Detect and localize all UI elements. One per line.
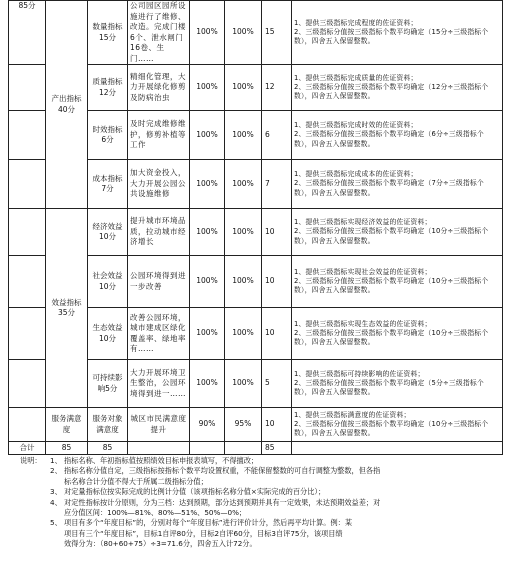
- empty-cell: [292, 442, 503, 455]
- annual-target-cost: 100%: [190, 160, 225, 209]
- metric-cost: 成本指标 7分: [88, 160, 128, 209]
- empty-cell: [9, 160, 46, 209]
- score-time: 6: [262, 111, 292, 160]
- note-number: 5、: [50, 518, 62, 528]
- empty-cell: [9, 111, 46, 160]
- group-service: 服务满意度: [46, 408, 88, 442]
- metric-sustainable: 可持续影响5分: [88, 360, 128, 408]
- note-line: 效得分为：（80+60+75）÷3=71.6分，四舍五入计72分。: [64, 539, 257, 549]
- annual-target-quantity: 100%: [190, 1, 225, 65]
- rule-quality: 1、提供三级指标完成质量的佐证资料； 2、三级指标分值按三级指标个数平均确定（12分÷三级指标个数），四舍五入保留整数。: [292, 65, 503, 111]
- score-satisfaction: 10: [262, 408, 292, 442]
- note-number: 2、: [50, 466, 62, 476]
- empty-cell: [9, 308, 46, 360]
- note-item: [20, 466, 500, 487]
- performance-score-table: [8, 0, 503, 455]
- score-quality: 12: [262, 65, 292, 111]
- total-label: 合计: [9, 442, 46, 455]
- annual-target-quality: 100%: [190, 65, 225, 111]
- rule-sustainable: 1、提供三级指标可持续影响的佐证资料； 2、三级指标分值按三级指标个数平均确定（5分÷三级指标个数），四舍五入保留整数。: [292, 360, 503, 408]
- target-economic: 提升城市环境品质，拉动城市经济增长: [128, 209, 190, 256]
- metric-quality: 质量指标 12分: [88, 65, 128, 111]
- note-line: 标名称合计分值不得大于所属二级指标分值；: [64, 476, 208, 486]
- empty-cell: [9, 256, 46, 308]
- group-benefit: 效益指标 35分: [46, 209, 88, 408]
- actual-sustainable: 100%: [225, 360, 262, 408]
- annual-target-satisfaction: 90%: [190, 408, 225, 442]
- rule-economic: 1、提供三级指标实现经济效益的佐证资料； 2、三级指标分值按三级指标个数平均确定（10分÷三级指标个数），四舍五入保留整数。: [292, 209, 503, 256]
- total-value-b: 85: [88, 442, 128, 455]
- empty-cell: [9, 360, 46, 408]
- target-cost: 加大资金投入，大力开展公园公共设施维修: [128, 160, 190, 209]
- empty-cell: [225, 442, 262, 455]
- note-line: 项目有多个“年度目标”的，分别对每个“年度目标”进行评价计分，然后再平均计算。例：某: [64, 518, 353, 528]
- target-social: 公园环境得到进一步改善: [128, 256, 190, 308]
- actual-time: 100%: [225, 111, 262, 160]
- total-row: [9, 442, 503, 455]
- empty-cell: [9, 209, 46, 256]
- empty-cell: [190, 442, 225, 455]
- metric-social: 社会效益 10分: [88, 256, 128, 308]
- note-item: [20, 498, 500, 519]
- metric-quantity: 数量指标 15分: [88, 1, 128, 65]
- target-quantity: 公司园区园所设施进行了维修、改造。完成门楼6个、泄水闸门16卷、生门……: [128, 1, 190, 65]
- score-economic: 10: [262, 209, 292, 256]
- table-row: [9, 408, 503, 442]
- metric-time: 时效指标 6分: [88, 111, 128, 160]
- actual-quality: 100%: [225, 65, 262, 111]
- note-line: 指标名称分值自定，三级指标按指标个数平均设置权重，不能保留整数的可自行调整为整数，但各指: [64, 466, 381, 476]
- table-row: [9, 209, 503, 256]
- note-item: [20, 518, 500, 549]
- note-line: 对定性指标按计分原则，分为三档：达到预期，部分达到预期并具有一定效果，未达预期效益差；对: [64, 497, 381, 507]
- rule-satisfaction: 1、提供三级指标满意度的佐证资料； 2、三级指标分值按三级指标个数平均确定（10分÷三级指标个数），四舍五入保留整数。: [292, 408, 503, 442]
- notes-head: 说明：: [20, 456, 42, 465]
- rule-ecological: 1、提供三级指标实现生态效益的佐证资料； 2、三级指标分值按三级指标个数平均确定（10分÷三级指标个数），四舍五入保留整数。: [292, 308, 503, 360]
- rule-social: 1、提供三级指标实现社会效益的佐证资料； 2、三级指标分值按三级指标个数平均确定（10分÷三级指标个数），四舍五入保留整数。: [292, 256, 503, 308]
- actual-cost: 100%: [225, 160, 262, 209]
- target-sustainable: 大力开展环境卫生整治，公园环境得到进一……: [128, 360, 190, 408]
- group-output: 产出指标 40分: [46, 1, 88, 209]
- empty-cell: [128, 442, 190, 455]
- note-number: 1、: [50, 456, 62, 465]
- actual-satisfaction: 95%: [225, 408, 262, 442]
- metric-ecological: 生态效益 10分: [88, 308, 128, 360]
- rule-quantity: 1、提供三级指标完成程度的佐证资料； 2、三级指标分值按三级指标个数平均确定（15分÷三级指标个数），四舍五入保留整数。: [292, 1, 503, 65]
- note-line: 项目有三个“年度目标”，目标1自评80分，目标2自评60分，目标3自评75分，该项目绩: [64, 528, 343, 538]
- note-item: [20, 456, 500, 466]
- top-score-cell: 85分: [9, 1, 46, 65]
- note-number: 4、: [50, 497, 62, 507]
- rule-cost: 1、提供三级指标完成成本的佐证资料； 2、三级指标分值按三级指标个数平均确定（7分÷三级指标个数），四舍五入保留整数。: [292, 160, 503, 209]
- actual-social: 100%: [225, 256, 262, 308]
- empty-cell: [9, 65, 46, 111]
- score-quantity: 15: [262, 1, 292, 65]
- note-line: 应分值区间：100%—81%、80%—51%、50%—0%；: [64, 508, 247, 518]
- empty-cell: [9, 408, 46, 442]
- table-row: [9, 1, 503, 65]
- actual-ecological: 100%: [225, 308, 262, 360]
- note-number: 3、: [50, 487, 62, 497]
- note-item: [20, 487, 500, 497]
- target-ecological: 改善公园环境，城市建成区绿化覆盖率、绿地率有……: [128, 308, 190, 360]
- metric-satisfaction: 服务对象满意度: [88, 408, 128, 442]
- annual-target-time: 100%: [190, 111, 225, 160]
- target-quality: 精细化管理，大力开展绿化修剪及防病治虫: [128, 65, 190, 111]
- total-score: 85: [262, 442, 292, 455]
- target-time: 及时完成维修维护，修剪补植等工作: [128, 111, 190, 160]
- note-line: 指标名称、年初指标值按照绩效目标申报表填写，不得擅改；: [64, 456, 259, 465]
- annual-target-sustainable: 100%: [190, 360, 225, 408]
- actual-economic: 100%: [225, 209, 262, 256]
- annual-target-social: 100%: [190, 256, 225, 308]
- note-line: 对定量指标位按实际完成的比例计分值（该项指标名称分值×实际完成的百分比）；: [64, 487, 326, 497]
- rule-time: 1、提供三级指标完成时效的佐证资料； 2、三级指标分值按三级指标个数平均确定（6分÷三级指标个数），四舍五入保留整数。: [292, 111, 503, 160]
- annual-target-economic: 100%: [190, 209, 225, 256]
- annual-target-ecological: 100%: [190, 308, 225, 360]
- target-satisfaction: 城区市民满意度提升: [128, 408, 190, 442]
- total-value-a: 85: [46, 442, 88, 455]
- notes-section: [20, 456, 500, 550]
- actual-quantity: 100%: [225, 1, 262, 65]
- score-sustainable: 5: [262, 360, 292, 408]
- score-cost: 7: [262, 160, 292, 209]
- score-social: 10: [262, 256, 292, 308]
- metric-economic: 经济效益 10分: [88, 209, 128, 256]
- score-ecological: 10: [262, 308, 292, 360]
